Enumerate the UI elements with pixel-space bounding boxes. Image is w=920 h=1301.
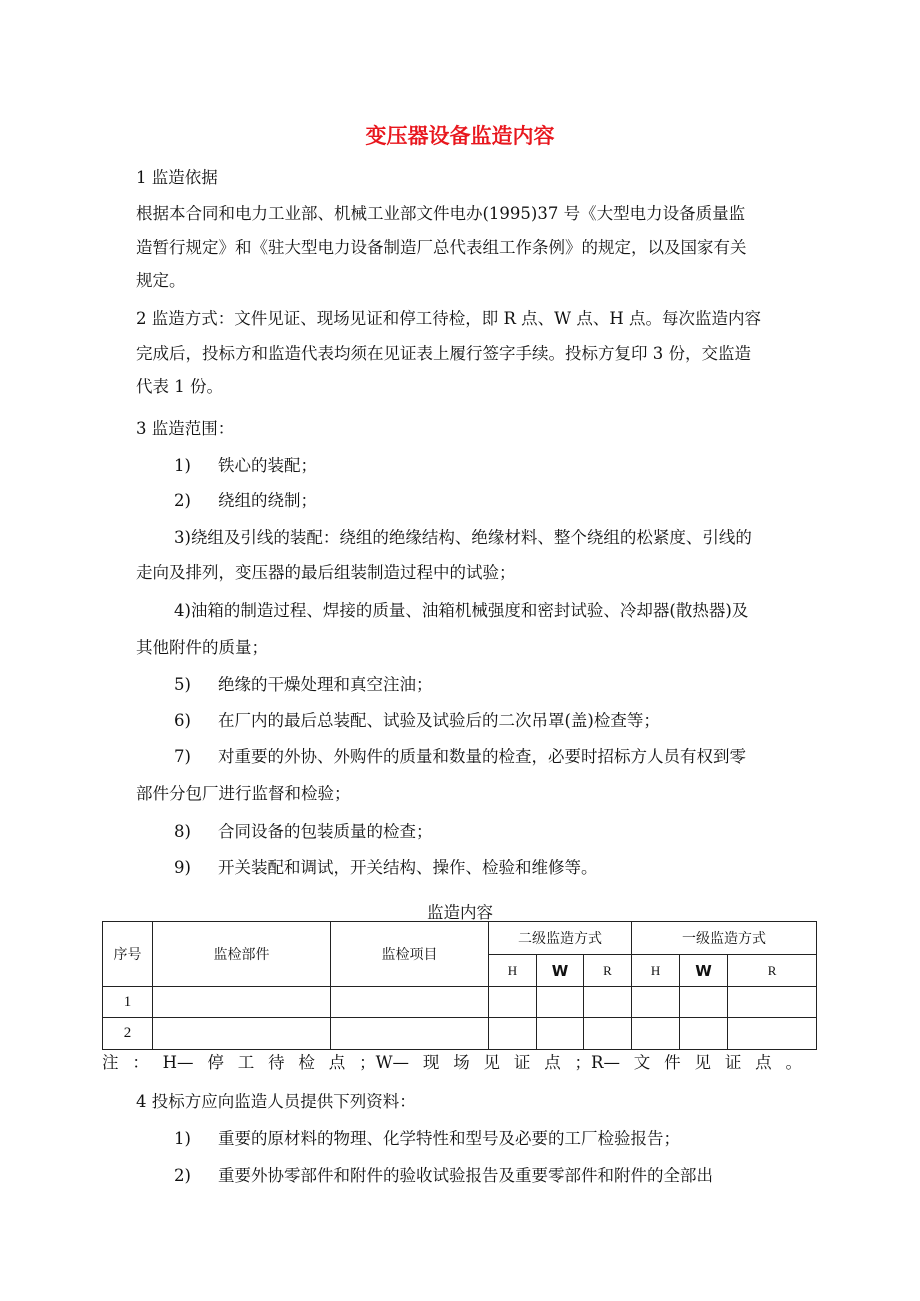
- section-2-line-2: 完成后，投标方和监造代表均须在见证表上履行签字手续。投标方复印 3 份，交监造: [136, 344, 751, 363]
- row-index: 2: [103, 1018, 153, 1050]
- section-4-heading: 4 投标方应向监造人员提供下列资料：: [136, 1092, 416, 1111]
- scope-item-2: [174, 490, 317, 512]
- section-2-line-1: 2 监造方式：文件见证、现场见证和停工待检，即 R 点、W 点、H 点。每次监造内容: [136, 309, 761, 328]
- table-cell: [680, 987, 728, 1018]
- table-cell: [489, 987, 537, 1018]
- table-row: [103, 1018, 817, 1050]
- header-l1-r: R: [728, 955, 817, 987]
- table-cell: [489, 1018, 537, 1050]
- scope-item-8-number: 8): [174, 822, 191, 841]
- scope-item-7: [174, 746, 746, 768]
- scope-item-3-line-2: 走向及排列，变压器的最后组装制造过程中的试验；: [136, 563, 516, 582]
- scope-item-2-text: 绕组的绕制；: [218, 491, 317, 510]
- table-cell: [728, 1018, 817, 1050]
- header-level-2-method: 二级监造方式: [489, 922, 632, 955]
- provide-item-2-number: 2): [174, 1166, 191, 1185]
- table-note: 注：H—停工待检点；W—现场见证点；R—文件见证点。: [102, 1053, 802, 1072]
- table-cell: [537, 987, 584, 1018]
- row-index: 1: [103, 987, 153, 1018]
- section-1-line-2: 造暂行规定》和《驻大型电力设备制造厂总代表组工作条例》的规定，以及国家有关: [136, 238, 747, 257]
- header-part: 监检部件: [153, 922, 331, 987]
- table-cell: [728, 987, 817, 1018]
- scope-item-1-number: 1): [174, 456, 191, 475]
- table-header-row: [103, 922, 817, 955]
- scope-item-4-line-2: 其他附件的质量；: [136, 638, 268, 657]
- table-cell: [632, 987, 680, 1018]
- scope-item-2-number: 2): [174, 491, 191, 510]
- section-1-line-3: 规定。: [136, 271, 186, 290]
- scope-item-7-number: 7): [174, 747, 191, 766]
- scope-item-5-text: 绝缘的干燥处理和真空注油；: [218, 675, 433, 694]
- scope-item-7-line-2: 部件分包厂进行监督和检验；: [136, 784, 351, 803]
- document-title: 变压器设备监造内容: [365, 124, 555, 148]
- table-cell: [584, 1018, 632, 1050]
- provide-item-1-number: 1): [174, 1129, 191, 1148]
- table-cell: [584, 987, 632, 1018]
- table-cell: [632, 1018, 680, 1050]
- provide-item-2: [174, 1165, 713, 1187]
- table-cell: [153, 1018, 331, 1050]
- scope-item-7-text: 对重要的外协、外购件的质量和数量的检查，必要时招标方人员有权到零: [218, 747, 746, 766]
- header-level-1-method: 一级监造方式: [632, 922, 817, 955]
- provide-item-2-text: 重要外协零部件和附件的验收试验报告及重要零部件和附件的全部出: [218, 1166, 713, 1185]
- header-item: 监检项目: [331, 922, 489, 987]
- table-cell: [680, 1018, 728, 1050]
- scope-item-8-text: 合同设备的包装质量的检查；: [218, 822, 433, 841]
- table-cell: [331, 987, 489, 1018]
- scope-item-5: [174, 674, 433, 696]
- scope-item-4-line-1: 4)油箱的制造过程、焊接的质量、油箱机械强度和密封试验、冷却器(散热器)及: [174, 601, 749, 620]
- section-2-line-3: 代表 1 份。: [136, 377, 223, 396]
- header-l2-w: W: [537, 955, 584, 987]
- header-l1-w: W: [680, 955, 728, 987]
- table-cell: [153, 987, 331, 1018]
- scope-item-1: [174, 455, 317, 477]
- section-3-heading: 3 监造范围：: [136, 419, 235, 438]
- scope-item-6-text: 在厂内的最后总装配、试验及试验后的二次吊罩(盖)检查等；: [218, 711, 660, 730]
- table-row: [103, 987, 817, 1018]
- table-cell: [537, 1018, 584, 1050]
- header-l1-h: H: [632, 955, 680, 987]
- scope-item-6-number: 6): [174, 711, 191, 730]
- scope-item-9-number: 9): [174, 858, 191, 877]
- header-index: 序号: [103, 922, 153, 987]
- table-cell: [331, 1018, 489, 1050]
- provide-item-1: [174, 1128, 680, 1150]
- scope-item-8: [174, 821, 433, 843]
- scope-item-6: [174, 710, 660, 732]
- section-1-heading: 1 监造依据: [136, 168, 218, 187]
- scope-item-5-number: 5): [174, 675, 191, 694]
- provide-item-1-text: 重要的原材料的物理、化学特性和型号及必要的工厂检验报告；: [218, 1129, 680, 1148]
- table-caption: 监造内容: [427, 903, 493, 922]
- scope-item-9-text: 开关装配和调试，开关结构、操作、检验和维修等。: [218, 858, 598, 877]
- scope-item-3-line-1: 3)绕组及引线的装配：绕组的绝缘结构、绝缘材料、整个绕组的松紧度、引线的: [174, 528, 752, 547]
- scope-item-9: [174, 857, 598, 879]
- supervision-table: [102, 921, 817, 1050]
- scope-item-1-text: 铁心的装配；: [218, 456, 317, 475]
- section-1-line-1: 根据本合同和电力工业部、机械工业部文件电办(1995)37 号《大型电力设备质量监: [136, 204, 746, 223]
- header-l2-h: H: [489, 955, 537, 987]
- header-l2-r: R: [584, 955, 632, 987]
